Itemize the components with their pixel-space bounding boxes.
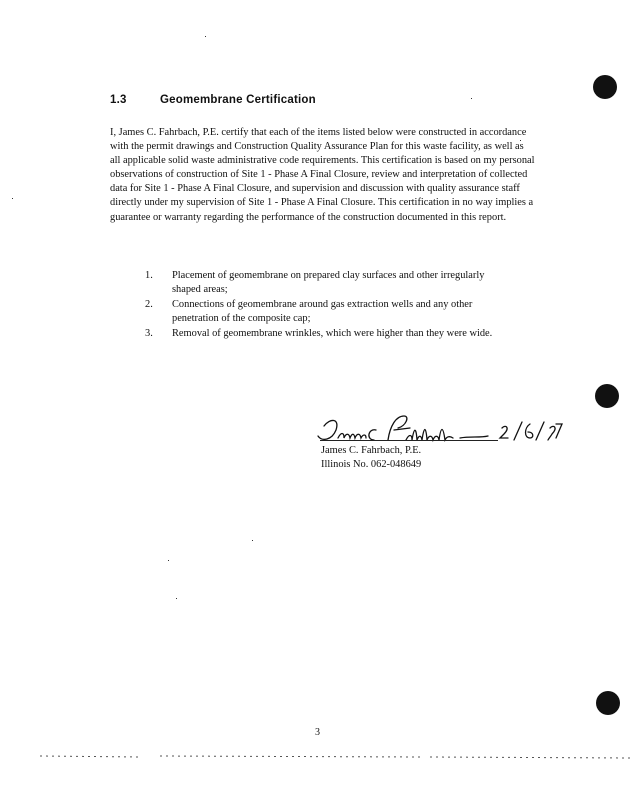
certified-items-list [145, 269, 495, 342]
list-item [145, 269, 495, 297]
list-item-number: 2. [145, 299, 153, 310]
section-number: 1.3 [110, 94, 127, 106]
list-item [145, 298, 495, 326]
list-item-text: Placement of geomembrane on prepared clay surfaces and other irregularly shaped areas; [172, 270, 485, 295]
list-item-text: Connections of geomembrane around gas extraction wells and any other penetration of the composite cap; [172, 299, 473, 324]
list-item [145, 327, 495, 341]
signature-line [320, 440, 498, 441]
scan-speck [168, 560, 169, 561]
list-item-number: 3. [145, 328, 153, 339]
list-item-number: 1. [145, 270, 153, 281]
section-heading [110, 94, 316, 106]
signer-name: James C. Fahrbach, P.E. [321, 445, 422, 456]
certification-paragraph: I, James C. Fahrbach, P.E. certify that each of the items listed below were constructed in accordance with the permit drawings and Construction Quality Assurance Plan for this waste facility, as well as all applicable solid waste administrative code requirements. This certification is based on my personal observations of construction of Site 1 - Phase A Final Closure, review and interpretation of collected data for Site 1 - Phase A Final Closure, and supervision and discussion with quality assurance staff directly under my supervision of Site 1 - Phase A Final Closure. This certification in no way implies a guarantee or warranty regarding the performance of the construction documented in this report. [110, 127, 535, 223]
scan-speck [176, 598, 177, 599]
signer-license: Illinois No. 062-048649 [321, 459, 422, 470]
page-number: 3 [315, 727, 320, 738]
scan-speck [12, 198, 13, 199]
scan-speck [252, 540, 253, 541]
scan-speck [205, 36, 206, 37]
binder-hole-top [593, 75, 617, 99]
binder-hole-bottom [596, 691, 620, 715]
scan-speck [520, 140, 521, 141]
scan-speck [471, 98, 472, 99]
section-title: Geomembrane Certification [160, 94, 316, 106]
scan-edge-noise [0, 748, 641, 768]
signer-info [321, 444, 421, 472]
binder-hole-middle [595, 384, 619, 408]
list-item-text: Removal of geomembrane wrinkles, which were higher than they were wide. [172, 328, 493, 339]
